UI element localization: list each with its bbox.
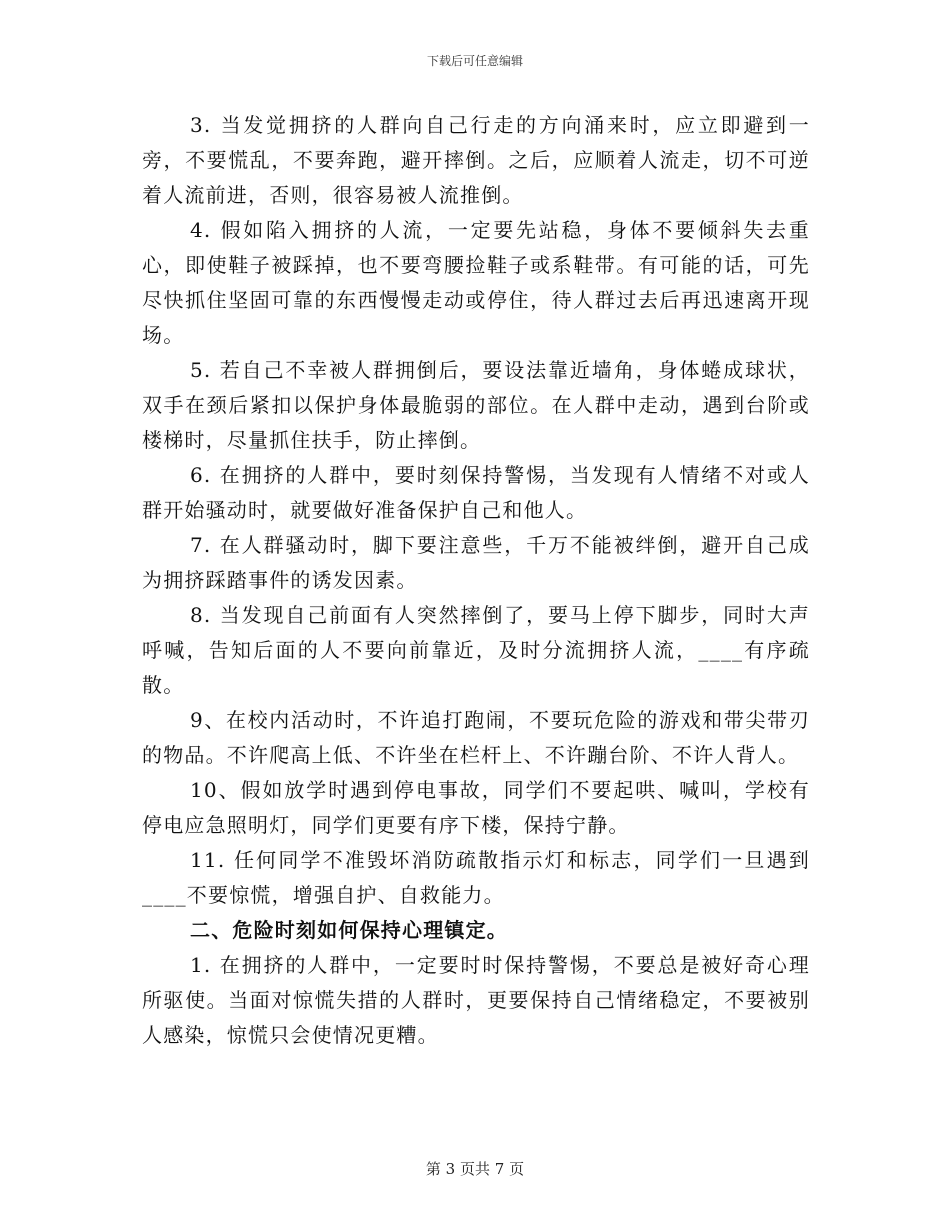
paragraph-11: 11. 任何同学不准毁坏消防疏散指示灯和标志，同学们一旦遇到____不要惊慌，增强自护、自救能力。 xyxy=(142,848,810,907)
page-footer: 第 3 页共 7 页 xyxy=(425,1160,525,1178)
paragraph-10: 10、假如放学时遇到停电事故，同学们不要起哄、喊叫，学校有停电应急照明灯，同学们更要有序下楼，保持宁静。 xyxy=(142,778,810,837)
document-body xyxy=(142,108,810,1053)
page-header: 下载后可任意编辑 xyxy=(426,54,523,68)
paragraph-8: 8. 当发现自己前面有人突然摔倒了，要马上停下脚步，同时大声呼喊，告知后面的人不要向前靠近，及时分流拥挤人流，____有序疏散。 xyxy=(142,603,810,697)
section-paragraph-1: 1. 在拥挤的人群中，一定要时时保持警惕，不要总是被好奇心理所驱使。当面对惊慌失措的人群时，更要保持自己情绪稳定，不要被别人感染，惊慌只会使情况更糟。 xyxy=(142,953,810,1047)
section-heading: 二、危险时刻如何保持心理镇定。 xyxy=(190,918,508,942)
paragraph-6: 6. 在拥挤的人群中，要时刻保持警惕，当发现有人情绪不对或人群开始骚动时，就要做好准备保护自己和他人。 xyxy=(142,463,810,522)
paragraph-4: 4. 假如陷入拥挤的人流，一定要先站稳，身体不要倾斜失去重心，即使鞋子被踩掉，也不要弯腰捡鞋子或系鞋带。有可能的话，可先尽快抓住坚固可靠的东西慢慢走动或停住，待人群过去后再迅速离开现场。 xyxy=(142,218,810,347)
paragraph-9: 9、在校内活动时，不许追打跑闹，不要玩危险的游戏和带尖带刃的物品。不许爬高上低、不许坐在栏杆上、不许蹦台阶、不许人背人。 xyxy=(142,708,810,767)
paragraph-7: 7. 在人群骚动时，脚下要注意些，千万不能被绊倒，避开自己成为拥挤踩踏事件的诱发因素。 xyxy=(142,533,810,592)
paragraph-3: 3. 当发觉拥挤的人群向自己行走的方向涌来时，应立即避到一旁，不要慌乱，不要奔跑，避开摔倒。之后，应顺着人流走，切不可逆着人流前进，否则，很容易被人流推倒。 xyxy=(142,113,810,207)
paragraph-5: 5. 若自己不幸被人群拥倒后，要设法靠近墙角，身体蜷成球状，双手在颈后紧扣以保护身体最脆弱的部位。在人群中走动，遇到台阶或楼梯时，尽量抓住扶手，防止摔倒。 xyxy=(142,358,810,452)
